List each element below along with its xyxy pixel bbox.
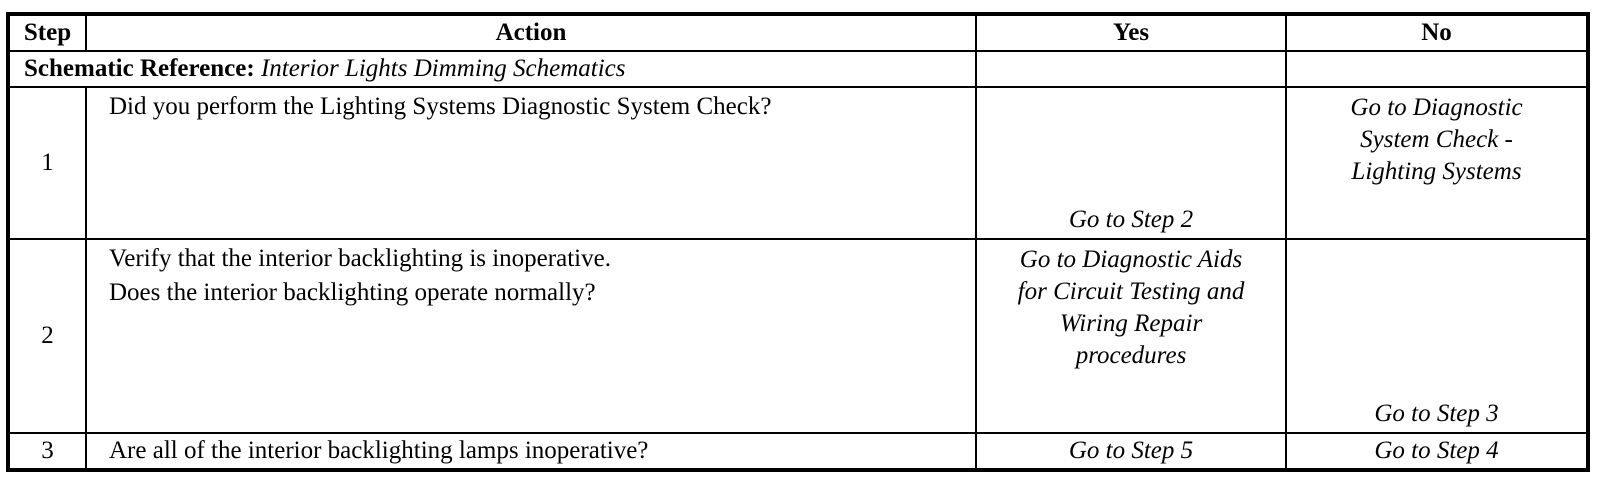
- action-cell: [86, 433, 976, 470]
- no-result-text: Go to Step 4: [1374, 437, 1499, 464]
- no-result: [1286, 87, 1588, 239]
- yes-result-text: Go to Diagnostic Aids for Circuit Testing and Wiring Repair procedures: [1017, 246, 1245, 369]
- header-action: Action: [86, 14, 976, 51]
- schematic-reference-label: Schematic Reference:: [24, 55, 255, 82]
- action-cell: [86, 239, 976, 433]
- header-step: Step: [8, 14, 86, 51]
- action-text: Verify that the interior backlighting is inoperative.: [109, 245, 611, 272]
- action-text: Are all of the interior backlighting lamps inoperative?: [109, 437, 649, 464]
- no-result-text: Go to Diagnostic System Check - Lighting Systems: [1350, 94, 1523, 185]
- step-number: 3: [8, 433, 86, 470]
- no-result: [1286, 433, 1588, 470]
- step-number: 1: [8, 87, 86, 239]
- yes-result: [976, 433, 1286, 470]
- no-result: [1286, 239, 1588, 433]
- schematic-reference-value: Interior Lights Dimming Schematics: [260, 55, 626, 82]
- yes-result-text: Go to Step 5: [1068, 437, 1194, 464]
- table-row: [8, 239, 1588, 433]
- reference-yes-cell: [976, 51, 1286, 87]
- yes-result: [976, 87, 1286, 239]
- reference-no-cell: [1286, 51, 1588, 87]
- table-row: [8, 433, 1588, 470]
- no-result-text: Go to Step 3: [1374, 400, 1499, 427]
- yes-result-text: Go to Step 2: [1068, 206, 1194, 233]
- schematic-reference-row: [8, 51, 1588, 87]
- step-number: 2: [8, 239, 86, 433]
- action-text: Does the interior backlighting operate normally?: [109, 279, 596, 306]
- action-text: Did you perform the Lighting Systems Diagnostic System Check?: [109, 93, 772, 120]
- header-no: No: [1286, 14, 1588, 51]
- diagnostic-table: [6, 12, 1590, 472]
- header-yes: Yes: [976, 14, 1286, 51]
- yes-result: [976, 239, 1286, 433]
- diagnostic-table-container: [6, 12, 1590, 472]
- schematic-reference-cell: [8, 51, 976, 87]
- action-cell: [86, 87, 976, 239]
- header-row: [8, 14, 1588, 51]
- table-row: [8, 87, 1588, 239]
